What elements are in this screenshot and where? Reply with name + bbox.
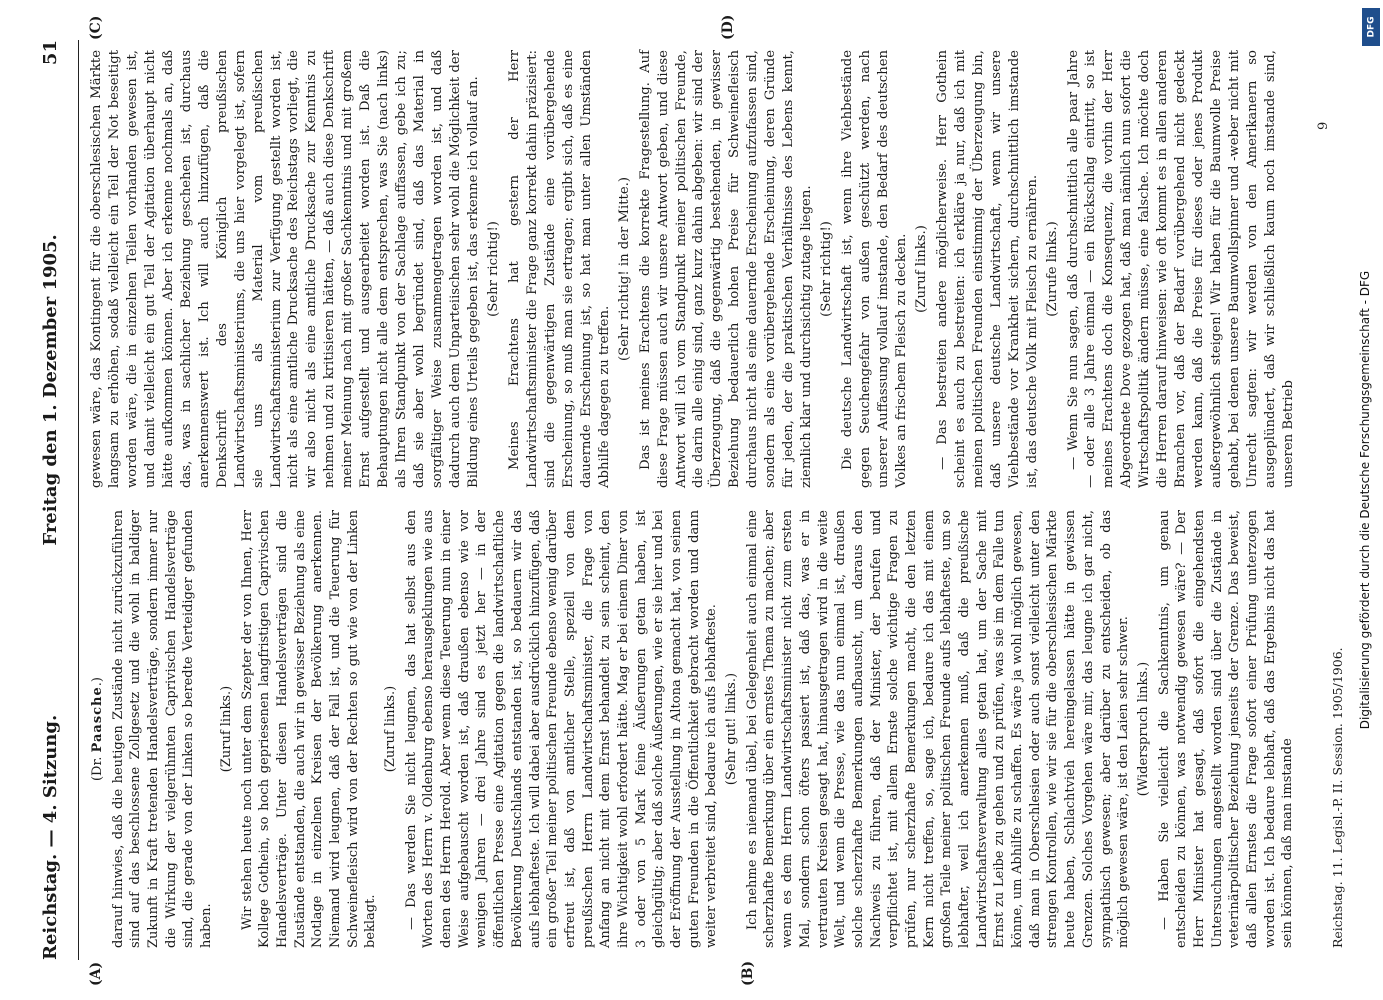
funding-credit: Digitalisierung gefördert durch die Deutsche Forschungsgemeinschaft - DFG (1357, 270, 1372, 730)
interjection: (Zurufe links.) (1044, 221, 1060, 317)
paragraph: — Das bestreiten andere möglicherweise. Herr Gothein scheint es auch zu bestreiten: ich erkläre ja nur, daß ich mit meinen politischen Freunden einstimmig der Überzeugung bin, daß unsere deutsche Landwirtschaft, wenn wir unsere Viehbestände vor Krankheit sichern, durchschnittlich imstande ist, das deutsche Volk mit Fleisch zu ernähren. (934, 50, 1040, 488)
header-left: Reichstag. — 4. Sitzung. (39, 714, 61, 960)
paragraph: gewesen wäre, das Kontingent für die oberschlesischen Märkte langsam zu erhöhen, sodaß vielleicht ein Teil der Not beseitigt worden wäre, die in einzelnen Teilen vorhanden gewesen ist, und damit vielleicht ein gut Teil der Agitation überhaupt nicht hätte aufkommen können. Aber ich erkenne nochmals an, daß das, was in sachlicher Beziehung geschehen ist, durchaus anerkennenswert ist. Ich will auch hinzufügen, daß die Denkschrift des Königlich preußischen Landwirtschaftsministeriums, die uns hier vorgelegt ist, sofern sie uns als Material vom preußischen Landwirtschaftsministerium zur Verfügung gestellt worden ist, nicht als eine amtliche Drucksache des Reichstags vorliegt, die wir also nicht als eine amtliche Drucksache zur Kenntnis zu nehmen und zu kritisieren hätten, — daß auch diese Denkschrift meiner Meinung nach mit großer Sachkenntnis und mit großem Ernst aufgestellt und ausgearbeitet worden ist. Daß die Behauptungen nicht alle dem entsprechen, was Sie (nach links) als Ihren Standpunkt von der Sachlage auffassen, gebe ich zu; daß sie aber wohl begründet sind, daß das Material in sorgfältiger Weise zusammengetragen worden ist, und daß dadurch auch dem Unparteiischen sehr wohl die Möglichkeit der Bildung eines Urteils gegeben ist, das erkenne ich vollauf an. (89, 50, 482, 488)
margin-marker-c: (C) (88, 15, 104, 40)
margin-marker-a: (A) (88, 961, 104, 986)
paragraph: Ich nehme es niemand übel, bei Gelegenheit auch einmal eine scherzhafte Bemerkung über ein ernstes Thema zu machen; aber wenn es dem Herrn Landwirtschaftsminister nicht zum ersten Mal, sondern schon öfters passiert ist, daß das, was er in vertrauten Kreisen gesagt hat, hinausgetragen wird in die weite Welt, und wenn die Presse, wie das nun einmal ist, draußen solche scherzhafte Bemerkungen aufbauscht, um daraus den Nachweis zu führen, daß der Minister, der berufen und verpflichtet ist, mit allem Ernste solche wichtige Fragen zu prüfen, nur scherzhafte Bemerkungen macht, die den letzten Kern nicht treffen, so, sage ich, bedaure ich das mit einem großen Teile meiner politischen Freunde aufs lebhafteste, um so lebhafter, weil ich anerkennen muß, daß die preußische Landwirtschaftsverwaltung alles getan hat, um der Sache mit Ernst zu Leibe zu gehen und zu prüfen, was sie im dem Falle tun könne, um Abhilfe zu schaffen. Es wäre ja wohl möglich gewesen, daß man in Oberschlesien oder auch sonst vielleicht unter den strengen Kontrollen, wie wir sie für die oberschlesischen Märkte heute haben, Schlachtvieh hereingelassen hätte in gewissen Grenzen. Solches Vorgehen wäre mir, das leugne ich gar nicht, sympathisch gewesen; aber darüber zu entscheiden, ob das möglich gewesen wäre, ist den Laien sehr schwer. (744, 510, 1132, 948)
footer-line: Reichstag. 11. Legisl.-P. II. Session. 1905/1906. (1330, 647, 1345, 948)
margin-marker-b: (B) (740, 960, 756, 986)
signature-folio: 9 (1316, 121, 1331, 130)
header-date: Freitag den 1. Dezember 1905. (39, 234, 61, 546)
interjection: (Widerspruch links.) (1135, 661, 1151, 797)
left-column (88, 510, 1299, 948)
interjection: (Zuruf links.) (383, 685, 398, 773)
interjection: (Sehr gut! links.) (724, 672, 740, 786)
interjection: (Sehr richtig! in der Mitte.) (616, 177, 632, 361)
paragraph: darauf hinwies, daß die heutigen Zustände nicht zurückzuführen sind auf das beschlossene Zollgesetz und die wohl in baldiger Zukunft in Kraft tretenden Handelsverträge, sondern immer nur die Wirkung der vielgerühmten Caprivischen Handelsverträge sind, die gerade von der Linken so beredte Verteidiger gefunden haben. (110, 510, 215, 948)
dfg-logo: DFG (1362, 8, 1380, 46)
interjection: (Sehr richtig!) (485, 221, 501, 317)
page-number: 51 (39, 40, 61, 66)
interjection: (Zuruf links.) (218, 685, 234, 773)
paragraph: Meines Erachtens hat gestern der Herr Landwirtschaftsminister die Frage ganz korrekt dahin präzisiert: sind die gegenwärtigen Zustände eine vorübergehende Erscheinung, so muß man sie ertragen; ergibt sich, daß es eine dauernde Erscheinung ist, so hat man unter allen Umständen Abhilfe dagegen zu treffen. (506, 50, 612, 488)
paragraph: Die deutsche Landwirtschaft ist, wenn ihre Viehbestände gegen Seuchengefahr von außen geschützt werden, nach unserer Auffassung vollauf imstande, den Bedarf des deutschen Volkes an frischem Fleisch zu decken. (840, 50, 909, 488)
margin-marker-d: (D) (720, 14, 736, 40)
interjection: (Zuruf links.) (913, 225, 929, 313)
running-header (28, 40, 72, 960)
paragraph: — Wenn Sie nun sagen, daß durchschnittlich alle paar Jahre — oder alle 3 Jahre einmal — ein Rückschlag eintritt, so ist meines Erachtens doch die Konsequenz, die vorhin der Herr Abgeordnete Dove gezogen hat, daß man nämlich nun sofort die Wirtschaftspolitik ändern müsse, eine falsche. Ich möchte doch die Herren darauf hinweisen: wie oft kommt es in allen anderen Branchen vor, daß der Bedarf vorübergehend nicht gedeckt werden kann, daß die Preise für dieses oder jenes Produkt außergewöhnlich steigen! Wir haben für die Baumwolle Preise gehabt, bei denen unsere Baumwollspinner und -weber nicht mit Unrecht sagten: wir werden von den Amerikanern so ausgeplündert, daß wir schließlich kaum noch imstande sind, unseren Betrieb (1065, 50, 1296, 488)
header-rule (78, 40, 79, 960)
paragraph: Wir stehen heute noch unter dem Szepter der von Ihnen, Herr Kollege Gothein, so hoch gepriesenen langfristigen Caprivischen Handelsverträge. Unter diesen Handelsverträgen sind die Zustände entstanden, die auch wir in gewisser Beziehung als eine Notlage in einzelnen Kreisen der Bevölkerung anerkennen. Niemand wird leugnen, daß der Fall ist, und die Teuerung für Schweinefleisch wird von der Rechten so gut wie von der Linken beklagt. (239, 510, 379, 948)
interjection: (Sehr richtig!) (819, 221, 835, 317)
paragraph: — Das werden Sie nicht leugnen, das hat selbst aus den Worten des Herrn v. Oldenburg ebenso herausgeklungen wie aus denen des Herrn Herold. Aber wenn diese Teuerung nun in einer Weise aufgebauscht worden ist, daß draußen ebenso wie vor wenigen Jahren — drei Jahre sind es jetzt her — in der öffentlichen Presse eine Agitation gegen die landwirtschaftliche Bevölkerung Deutschlands entstanden ist, so bedauern wir das aufs lebhafteste. Ich will dabei aber ausdrücklich hinzufügen, daß ein großer Teil meiner politischen Freunde ebenso wenig darüber erfreut ist, daß von amtlicher Stelle, speziell von dem preußischen Herrn Landwirtschaftsminister, die Frage von Anfang an nicht mit dem Ernst behandelt zu sein scheint, den ihre Wichtigkeit wohl erfordert hätte. Mag er bei einem Diner von 3 oder von 5 Mark feine Äußerungen getan haben, ist gleichgültig; aber daß solche Äußerungen, wie er sie hier und bei der Eröffnung der Ausstellung in Altona gemacht hat, von seinen guten Freunden in die Öffentlichkeit gebracht worden und dann weiter verbreitet sind, bedaure ich aufs lebhafteste. (403, 510, 720, 948)
speaker-line: (Dr. Paasche.) (90, 677, 105, 782)
paragraph: — Haben Sie vielleicht die Sachkenntnis, um genau entscheiden zu können, was notwendig gewesen wäre? — Der Herr Minister hat gesagt, daß sofort die eingehendsten Untersuchungen angestellt worden sind über die Zustände in veterinärpolitischer Beziehung jenseits der Grenze. Das beweist, daß allen Ernstes die Frage sofort einer Prüfung unterzogen worden ist. Ich bedaure lebhaft, daß das Ergebnis nicht das hat sein können, daß man imstande (1156, 510, 1296, 948)
paragraph: Das ist meines Erachtens die korrekte Fragestellung. Auf diese Frage müssen auch wir unsere Antwort geben, und diese Antwort will ich vom Standpunkt meiner politischen Freunde, die darin alle einig sind, ganz kurz dahin abgeben: wir sind der Überzeugung, daß die gegenwärtig bestehenden, in gewisser Beziehung bedauerlich hohen Preise für Schweinefleisch durchaus nicht als eine dauernde Erscheinung aufzufassen sind, sondern als eine vorübergehende Erscheinung, deren Gründe für jeden, der die praktischen Verhältnisse des Lebens kennt, ziemlich klar und durchsichtig zutage liegen. (637, 50, 815, 488)
right-column (88, 50, 1300, 488)
digitization-sidebar (1346, 0, 1383, 1000)
